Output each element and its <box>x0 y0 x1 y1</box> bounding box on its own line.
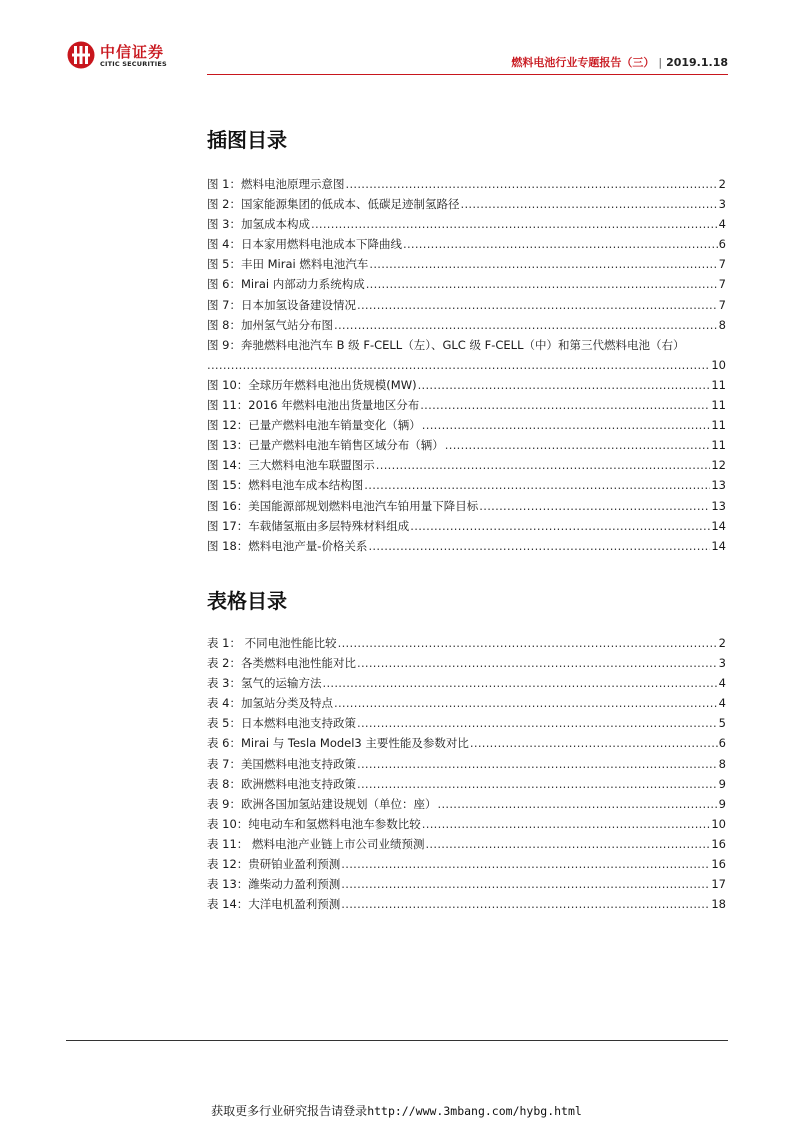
toc-leader-dots <box>334 693 718 713</box>
toc-entry-page: 7 <box>718 297 726 312</box>
toc-entry-page: 10 <box>711 816 726 831</box>
toc-entry-label: 表 10：纯电动车和氢燃料电池车参数比较 <box>207 816 421 831</box>
toc-leader-dots <box>338 633 718 653</box>
toc-entry-page: 16 <box>711 857 726 872</box>
toc-entry-page: 11 <box>711 377 726 392</box>
toc-leader-dots <box>207 355 710 375</box>
footer-link[interactable]: http://www.3mbang.com/hybg.html <box>367 1104 582 1118</box>
citic-logo <box>66 40 206 72</box>
toc-entry-page: 4 <box>718 676 726 691</box>
toc-entry[interactable] <box>207 415 726 435</box>
toc-entry-label: 图 14：三大燃料电池车联盟图示 <box>207 458 375 473</box>
toc-entry-label: 表 8：欧洲燃料电池支持政策 <box>207 776 356 791</box>
toc-entry-label: 图 11：2016 年燃料电池出货量地区分布 <box>207 398 420 413</box>
toc-leader-dots <box>357 774 718 794</box>
toc-entry[interactable] <box>207 435 726 455</box>
toc-entry[interactable] <box>207 516 726 536</box>
toc-entry-page: 3 <box>718 656 726 671</box>
toc-entry[interactable] <box>207 874 726 894</box>
toc-entry[interactable] <box>207 455 726 475</box>
toc-entry-label: 图 8：加州氢气站分布图 <box>207 317 333 332</box>
toc-entry-page: 14 <box>711 538 726 553</box>
tables-toc-title: 表格目录 <box>207 589 287 613</box>
toc-entry-label: 图 15：燃料电池车成本结构图 <box>207 478 364 493</box>
toc-entry-label: 表 2：各类燃料电池性能对比 <box>207 656 356 671</box>
toc-entry[interactable] <box>207 693 726 713</box>
toc-entry-page: 8 <box>718 317 726 332</box>
toc-entry-page: 2 <box>718 636 726 650</box>
toc-entry-label: 图 1：燃料电池原理示意图 <box>207 177 345 191</box>
toc-entry-label: 图 3：加氢成本构成 <box>207 217 310 232</box>
figures-toc-title: 插图目录 <box>207 128 287 152</box>
toc-leader-dots <box>357 754 718 774</box>
toc-leader-dots <box>418 375 711 395</box>
toc-entry-page: 4 <box>718 696 726 711</box>
toc-leader-dots <box>334 315 718 335</box>
toc-entry-label: 表 12：贵研铂业盈利预测 <box>207 857 341 872</box>
toc-entry-page: 18 <box>711 897 726 912</box>
toc-entry[interactable] <box>207 395 726 415</box>
toc-entry[interactable] <box>207 814 726 834</box>
toc-entry[interactable] <box>207 794 726 814</box>
toc-entry[interactable] <box>207 894 726 914</box>
toc-entry-page: 7 <box>718 277 726 292</box>
toc-entry-page: 11 <box>711 438 726 453</box>
toc-entry[interactable] <box>207 274 726 294</box>
footer-note <box>0 1102 793 1119</box>
toc-entry[interactable] <box>207 214 726 234</box>
toc-entry-page: 12 <box>711 458 726 473</box>
header-divider <box>207 74 728 75</box>
toc-leader-dots <box>357 653 718 673</box>
toc-entry[interactable] <box>207 633 726 653</box>
toc-entry-label: 表 7：美国燃料电池支持政策 <box>207 756 356 771</box>
toc-entry-page: 10 <box>711 357 726 372</box>
toc-entry-label: 表 1： 不同电池性能比较 <box>207 636 337 650</box>
toc-entry-page: 6 <box>718 736 726 751</box>
toc-entry-label: 图 9：奔驰燃料电池汽车 B 级 F-CELL（左）、GLC 级 F-CELL（中）和第三代燃料电池（右） <box>207 337 685 352</box>
toc-leader-dots <box>403 234 718 254</box>
toc-entry[interactable] <box>207 733 726 753</box>
toc-entry-label: 表 13：潍柴动力盈利预测 <box>207 877 341 892</box>
toc-entry-page: 17 <box>711 877 726 892</box>
toc-entry-label: 图 17：车载储氢瓶由多层特殊材料组成 <box>207 518 410 533</box>
toc-leader-dots <box>470 733 718 753</box>
toc-leader-dots <box>437 794 717 814</box>
toc-entry-page: 7 <box>718 257 726 272</box>
toc-leader-dots <box>322 673 717 693</box>
toc-entry[interactable] <box>207 834 726 854</box>
toc-entry-page: 8 <box>718 756 726 771</box>
page-header <box>66 38 728 74</box>
toc-entry[interactable] <box>207 653 726 673</box>
toc-entry[interactable] <box>207 375 726 395</box>
toc-entry-label: 图 13：已量产燃料电池车销售区域分布（辆） <box>207 438 444 453</box>
logo-chinese-text: 中信证券 <box>100 43 165 61</box>
toc-entry-page: 3 <box>718 197 726 212</box>
toc-entry-label: 表 9：欧洲各国加氢站建设规划（单位：座） <box>207 796 437 811</box>
toc-entry-page: 16 <box>711 836 726 851</box>
footer-divider <box>66 1040 728 1041</box>
toc-leader-dots <box>422 814 711 834</box>
report-info <box>511 54 728 70</box>
toc-entry-page: 9 <box>718 796 726 811</box>
toc-leader-dots <box>425 834 710 854</box>
toc-entry-label: 图 18：燃料电池产量-价格关系 <box>207 538 368 553</box>
toc-leader-dots <box>345 174 717 194</box>
toc-leader-dots <box>376 455 711 475</box>
toc-entry-label: 表 5：日本燃料电池支持政策 <box>207 716 356 731</box>
toc-entry[interactable] <box>207 774 726 794</box>
toc-leader-dots <box>357 295 718 315</box>
toc-leader-dots <box>422 415 711 435</box>
toc-entry-label: 表 3：氢气的运输方法 <box>207 676 322 691</box>
toc-leader-dots <box>369 254 717 274</box>
toc-leader-dots <box>420 395 710 415</box>
toc-entry-page: 9 <box>718 776 726 791</box>
logo-english-text: CITIC SECURITIES <box>100 60 167 68</box>
toc-entry-label: 图 5：丰田 Mirai 燃料电池汽车 <box>207 257 369 272</box>
toc-entry[interactable] <box>207 295 726 315</box>
toc-leader-dots <box>460 194 717 214</box>
toc-entry[interactable] <box>207 254 726 274</box>
toc-leader-dots <box>366 274 718 294</box>
toc-leader-dots <box>341 874 710 894</box>
report-title: 燃料电池行业专题报告（三） <box>511 56 655 69</box>
header-separator: | <box>658 56 663 69</box>
toc-entry-page: 6 <box>718 237 726 252</box>
report-date: 2019.1.18 <box>666 56 728 69</box>
toc-entry-label: 表 11： 燃料电池产业链上市公司业绩预测 <box>207 836 425 851</box>
toc-leader-dots <box>364 475 710 495</box>
toc-leader-dots <box>368 536 710 556</box>
toc-entry-label: 图 2：国家能源集团的低成本、低碳足迹制氢路径 <box>207 197 460 212</box>
toc-entry-label: 图 12：已量产燃料电池车销量变化（辆） <box>207 418 421 433</box>
toc-entry[interactable] <box>207 174 726 194</box>
citic-logo-icon <box>66 40 96 70</box>
toc-entry[interactable] <box>207 496 726 516</box>
toc-entry-page: 13 <box>711 478 726 493</box>
toc-entry-label: 图 4：日本家用燃料电池成本下降曲线 <box>207 237 402 252</box>
toc-entry-page: 14 <box>711 518 726 533</box>
toc-entry-label: 图 6：Mirai 内部动力系统构成 <box>207 277 365 292</box>
toc-entry[interactable] <box>207 673 726 693</box>
toc-entry-page: 11 <box>711 418 726 433</box>
toc-entry-page: 11 <box>711 398 726 413</box>
toc-entry-page: 4 <box>718 217 726 232</box>
toc-leader-dots <box>357 713 718 733</box>
toc-leader-dots <box>341 894 710 914</box>
toc-entry[interactable] <box>207 475 726 495</box>
toc-entry[interactable] <box>207 713 726 733</box>
toc-entry-label: 表 4：加氢站分类及特点 <box>207 696 333 711</box>
tables-toc <box>207 633 726 914</box>
toc-entry-page: 2 <box>718 177 726 191</box>
toc-entry-label: 图 10：全球历年燃料电池出货规模(MW) <box>207 377 417 392</box>
toc-entry[interactable] <box>207 234 726 254</box>
toc-entry-page: 5 <box>718 716 726 731</box>
toc-entry-label: 图 16：美国能源部规划燃料电池汽车铂用量下降目标 <box>207 498 479 513</box>
toc-entry[interactable] <box>207 335 726 375</box>
figures-toc <box>207 174 726 556</box>
toc-leader-dots <box>479 496 710 516</box>
toc-leader-dots <box>311 214 718 234</box>
toc-entry[interactable] <box>207 536 726 556</box>
toc-entry[interactable] <box>207 194 726 214</box>
toc-entry[interactable] <box>207 315 726 335</box>
toc-entry[interactable] <box>207 854 726 874</box>
toc-entry-page: 13 <box>711 498 726 513</box>
toc-entry-label: 表 6：Mirai 与 Tesla Model3 主要性能及参数对比 <box>207 736 469 751</box>
toc-leader-dots <box>410 516 710 536</box>
toc-leader-dots <box>341 854 710 874</box>
toc-leader-dots <box>445 435 711 455</box>
toc-entry-label: 图 7：日本加氢设备建设情况 <box>207 297 356 312</box>
toc-entry-label: 表 14：大洋电机盈利预测 <box>207 897 341 912</box>
toc-entry[interactable] <box>207 754 726 774</box>
footer-text: 获取更多行业研究报告请登录 <box>211 1104 368 1118</box>
